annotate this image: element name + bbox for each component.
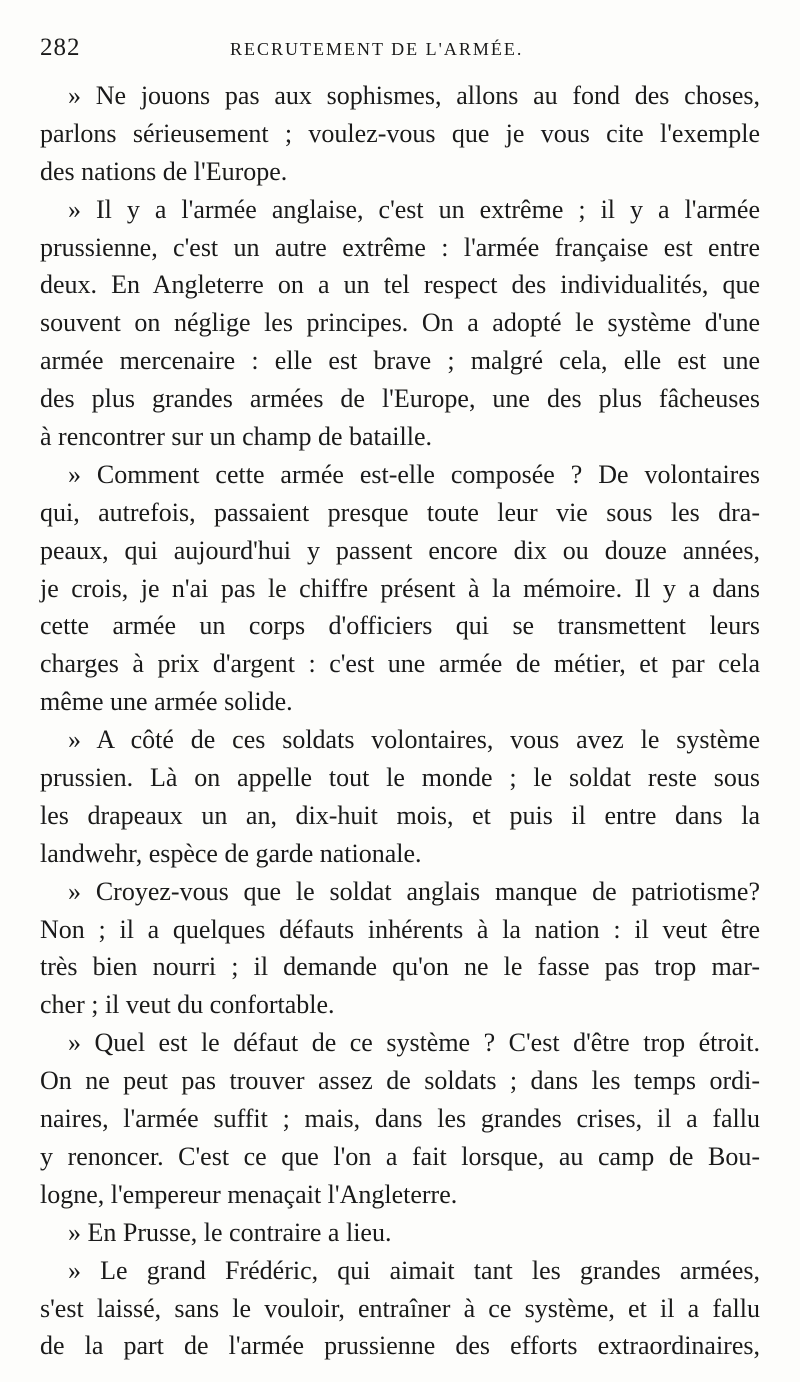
text-line: souvent on néglige les principes. On a adopté le système d'une [40, 308, 760, 338]
text-line: On ne peut pas trouver assez de soldats ; dans les temps ordi- [40, 1066, 760, 1096]
text-line: prussienne, c'est un autre extrême : l'armée française est entre [40, 232, 760, 262]
text-line: peaux, qui aujourd'hui y passent encore dix ou douze années, [40, 535, 760, 565]
page-header [40, 34, 780, 70]
text-line: à rencontrer sur un champ de bataille. [40, 422, 432, 452]
text-line: cette armée un corps d'officiers qui se transmettent leurs [40, 611, 760, 641]
text-line: je crois, je n'ai pas le chiffre présent à la mémoire. Il y a dans [40, 573, 760, 603]
text-line: » En Prusse, le contraire a lieu. [68, 1217, 392, 1247]
text-line: » Comment cette armée est-elle composée ? De volontaires [68, 459, 760, 489]
body-text [40, 77, 760, 1365]
text-line: très bien nourri ; il demande qu'on ne le fasse pas trop mar- [40, 952, 760, 982]
text-line: y renoncer. C'est ce que l'on a fait lorsque, au camp de Bou- [40, 1141, 760, 1171]
text-line: de la part de l'armée prussienne des efforts extraordinaires, [40, 1331, 760, 1361]
text-line: armée mercenaire : elle est brave ; malgré cela, elle est une [40, 346, 760, 376]
text-line: landwehr, espèce de garde nationale. [40, 838, 422, 868]
text-line: des nations de l'Europe. [40, 156, 288, 186]
text-line: » A côté de ces soldats volontaires, vous avez le système [68, 725, 760, 755]
text-line: parlons sérieusement ; voulez-vous que je vous cite l'exemple [40, 118, 760, 148]
text-line: Non ; il a quelques défauts inhérents à la nation : il veut être [40, 914, 760, 944]
text-line: » Quel est le défaut de ce système ? C'est d'être trop étroit. [68, 1028, 760, 1058]
text-line: charges à prix d'argent : c'est une armée de métier, et par cela [40, 649, 760, 679]
text-line: s'est laissé, sans le vouloir, entraîner à ce système, et il a fallu [40, 1293, 760, 1323]
text-line: des plus grandes armées de l'Europe, une des plus fâcheuses [40, 384, 760, 414]
running-head: RECRUTEMENT DE L'ARMÉE. [230, 39, 524, 59]
text-line: » Il y a l'armée anglaise, c'est un extrême ; il y a l'armée [68, 194, 760, 224]
text-line: même une armée solide. [40, 687, 293, 717]
text-line: logne, l'empereur menaçait l'Angleterre. [40, 1179, 458, 1209]
text-line: les drapeaux un an, dix-huit mois, et puis il entre dans la [40, 800, 760, 830]
page-number: 282 [40, 34, 81, 61]
text-line: prussien. Là on appelle tout le monde ; le soldat reste sous [40, 763, 760, 793]
text-line: qui, autrefois, passaient presque toute leur vie sous les dra- [40, 497, 760, 527]
text-line: deux. En Angleterre on a un tel respect des individualités, que [40, 270, 760, 300]
text-line: » Croyez-vous que le soldat anglais manque de patriotisme? [68, 876, 760, 906]
text-line: » Ne jouons pas aux sophismes, allons au fond des choses, [68, 81, 760, 110]
text-line: naires, l'armée suffit ; mais, dans les grandes crises, il a fallu [40, 1104, 760, 1134]
text-line: » Le grand Frédéric, qui aimait tant les grandes armées, [68, 1255, 760, 1285]
text-line: cher ; il veut du confortable. [40, 990, 335, 1020]
